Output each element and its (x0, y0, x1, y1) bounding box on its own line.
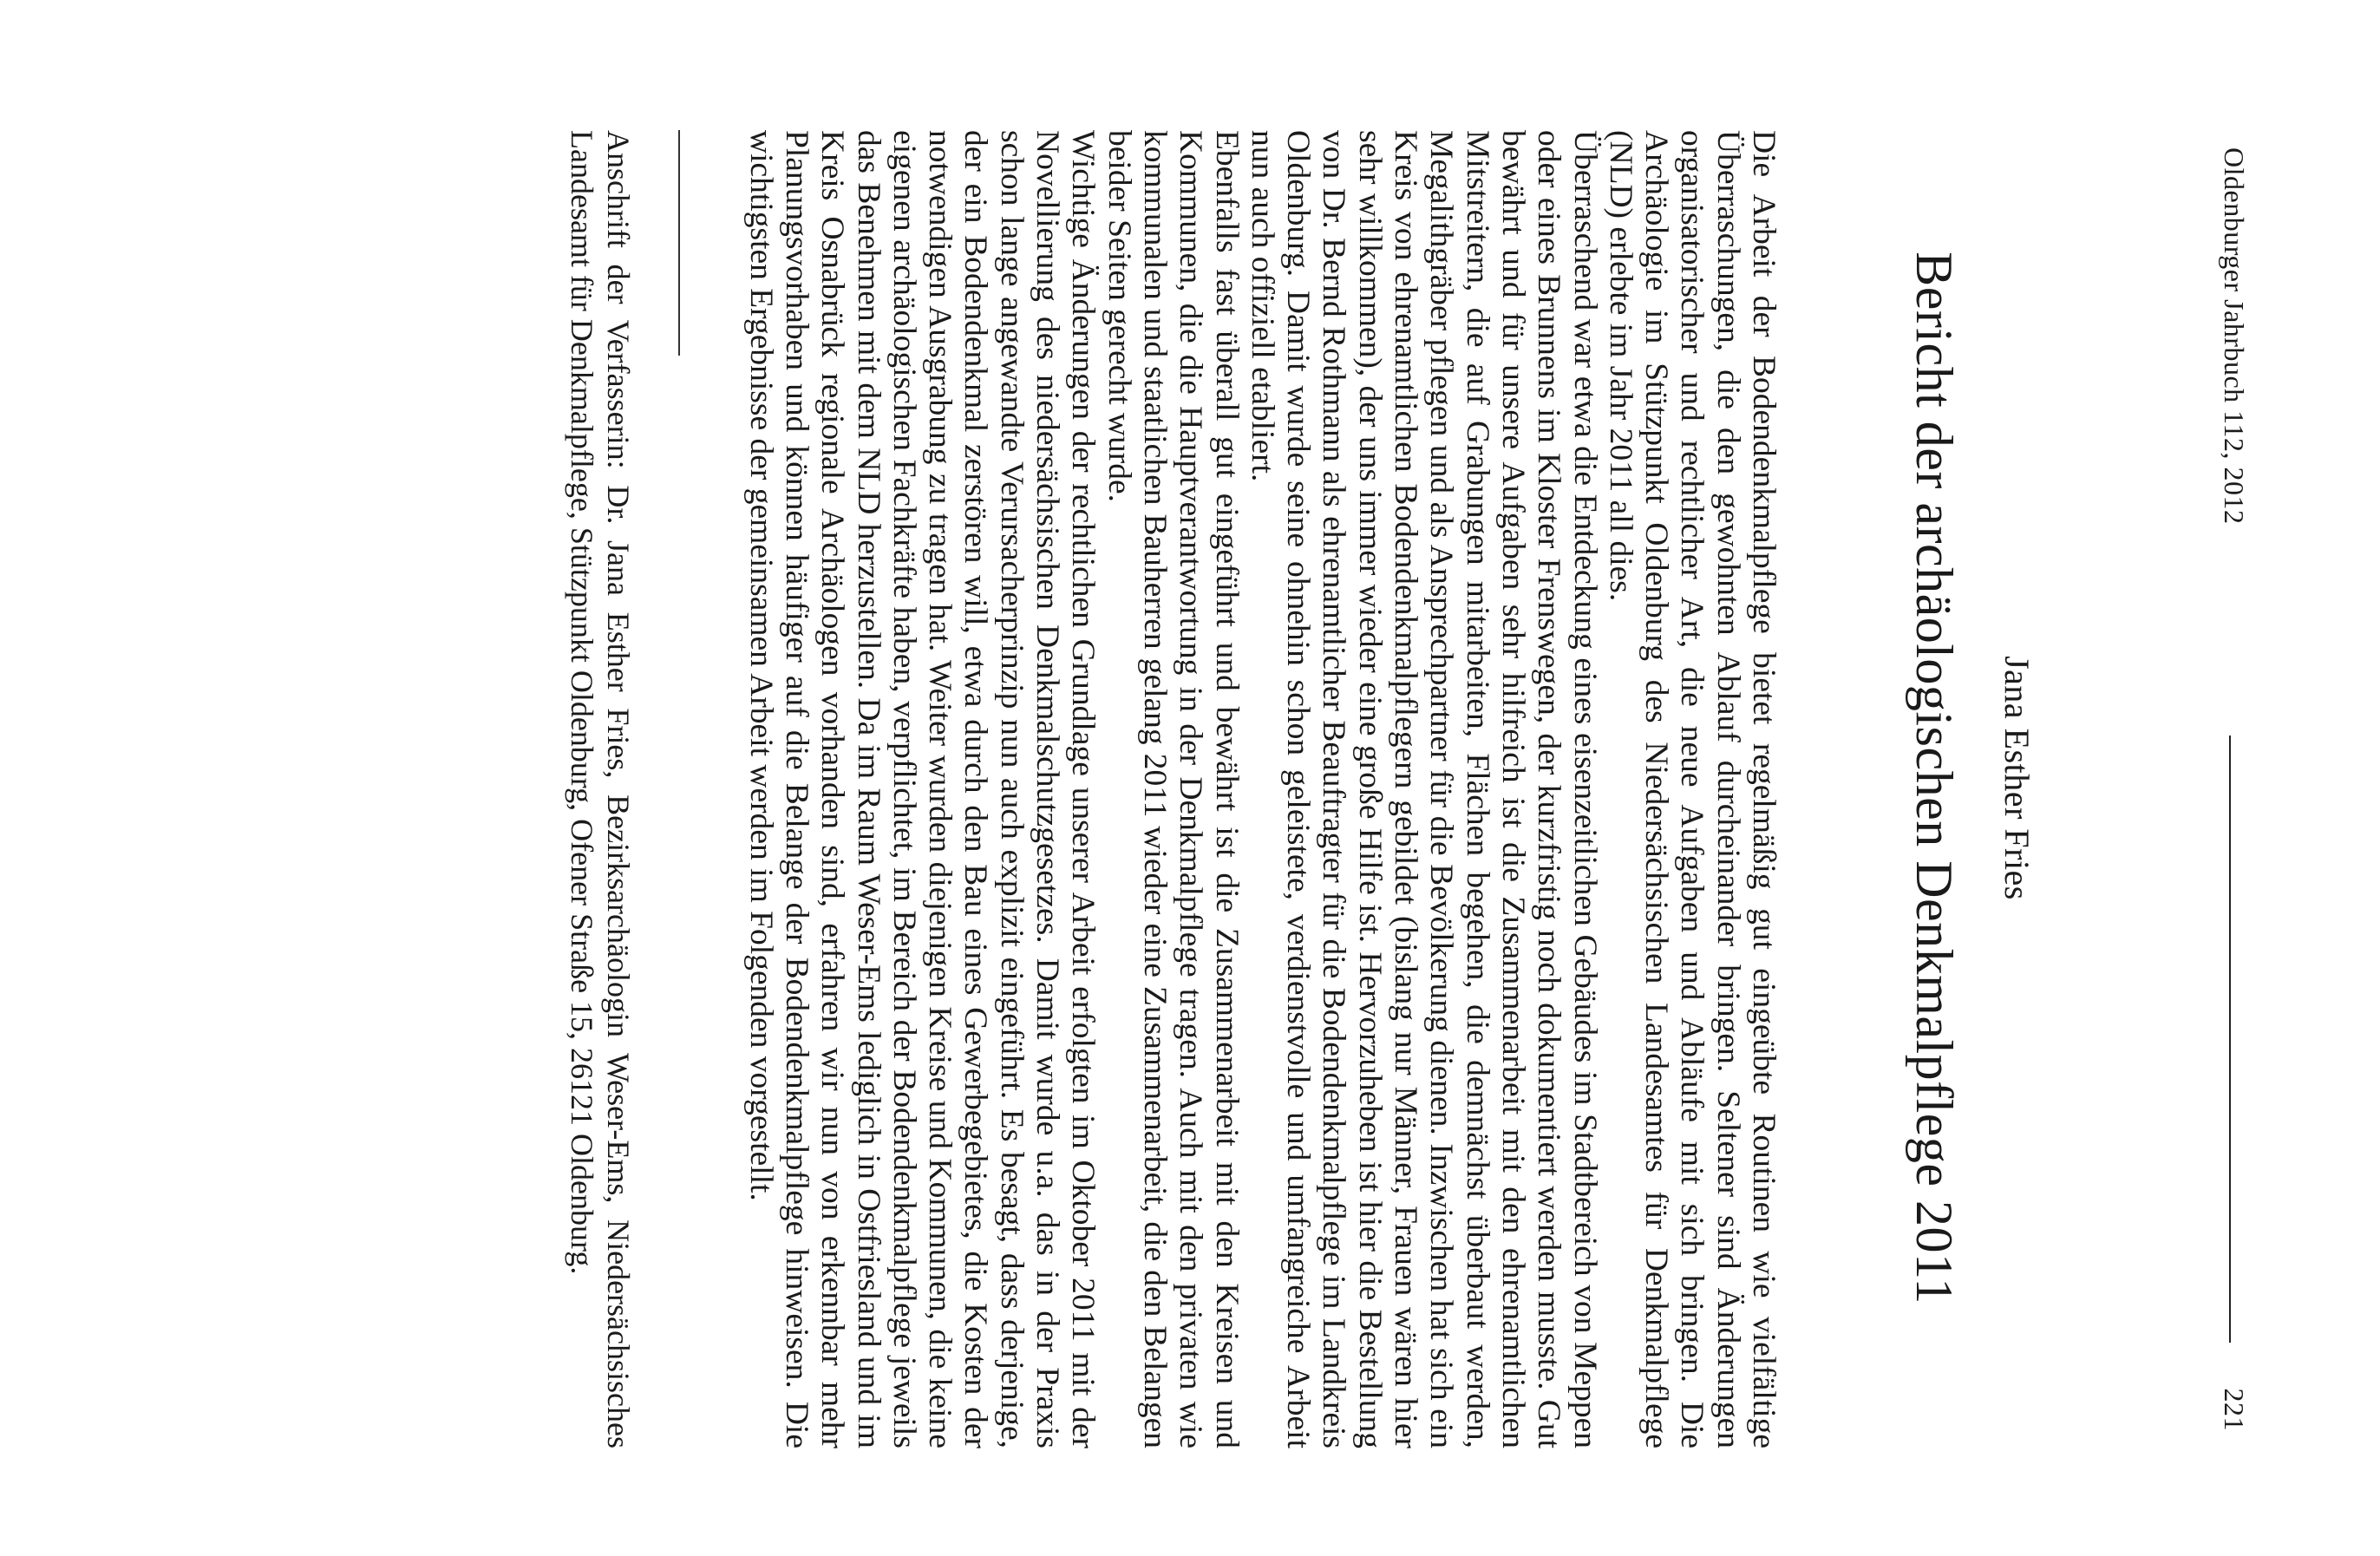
article-body (742, 130, 1782, 1448)
body-paragraph: Ebenfalls fast überall gut eingeführt und bewährt ist die Zusammenarbeit mit den Kreisen und Kommunen, die die Hauptverantwortung in der Denkmalpflege tragen. Auch mit den privaten wie kommunalen und staatlichen Bauherren gelang 2011 wieder eine Zusammenarbeit, die den Belangen beider Seiten gerecht wurde. (1101, 130, 1245, 1448)
author-address-footnote: Anschrift der Verfasserin: Dr. Jana Esther Fries, Bezirksarchäologin Weser-Ems, Niedersächsisches Landesamt für Denkmalpflege, Stützpunkt Oldenburg, Ofener Straße 15, 26121 Oldenburg. (565, 130, 636, 1448)
running-head (2207, 147, 2259, 1431)
footnote-rule (678, 130, 680, 356)
header-rule (2229, 736, 2231, 1343)
page-number: 221 (2219, 1388, 2250, 1431)
body-paragraph: Überraschend war etwa die Entdeckung eines eisenzeitlichen Gebäudes im Stadtbereich von Meppen oder eines Brunnens im Kloster Frenswegen, der kurzfristig noch dokumentiert werden musste. Gut bewährt und für unsere Aufgaben sehr hilfreich ist die Zusammenarbeit mit den ehrenamtlichen Mitstreitern, die auf Grabungen mitarbeiten, Flächen begehen, die demnächst überbaut werden, Megalithgräber pflegen und als Ansprechpartner für die Bevölkerung dienen. Inzwischen hat sich ein Kreis von ehrenamtlichen Bodendenkmalpflegern gebildet (bislang nur Männer, Frauen wären hier sehr willkommen), der uns immer wieder eine große Hilfe ist. Hervorzuheben ist hier die Bestellung von Dr. Bernd Rothmann als ehrenamtlicher Beauftragter für die Bodendenkmalpflege im Landkreis Oldenburg. Damit wurde seine ohnehin schon geleistete, verdienstvolle und umfangreiche Arbeit nun auch offiziell etabliert. (1244, 130, 1603, 1448)
journal-title: Oldenburger Jahrbuch 112, 2012 (2219, 147, 2250, 525)
body-paragraph: Die Arbeit der Bodendenkmalpflege bietet regelmäßig gut eingeübte Routinen wie vielfältige Überraschungen, die den gewohnten Ablauf durcheinander bringen. Seltener sind Änderungen organisatorischer und rechtlicher Art, die neue Aufgaben und Abläufe mit sich bringen. Die Archäologie im Stützpunkt Oldenburg des Niedersächsischen Landesamtes für Denkmalpflege (NLD) erlebte im Jahr 2011 all dies. (1602, 130, 1782, 1448)
body-paragraph: Wichtige Änderungen der rechtlichen Grundlage unserer Arbeit erfolgten im Oktober 2011 mit der Novellierung des niedersächsischen Denkmalschutzgesetzes. Damit wurde u.a. das in der Praxis schon lange angewandte Verursacherprinzip nun auch explizit eingeführt. Es besagt, dass derjenige, der ein Bodendenkmal zerstören will, etwa durch den Bau eines Gewerbegebietes, die Kosten der notwendigen Ausgrabung zu tragen hat. Weiter wurden diejenigen Kreise und Kommunen, die keine eigenen archäologischen Fachkräfte haben, verpflichtet, im Bereich der Bodendenkmalpflege jeweils das Benehmen mit dem NLD herzustellen. Da im Raum Weser-Ems lediglich in Ostfriesland und im Kreis Osnabrück regionale Archäologen vorhanden sind, erfahren wir nun von erkennbar mehr Planungsvorhaben und können häufiger auf die Belange der Bodendenkmalpflege hinweisen. Die wichtigsten Ergebnisse der gemeinsamen Arbeit werden im Folgenden vorgestellt. (742, 130, 1102, 1448)
article-title: Bericht der archäologischen Denkmalpflege 2011 (1906, 252, 1963, 1304)
author-name: Jana Esther Fries (1998, 656, 2037, 900)
